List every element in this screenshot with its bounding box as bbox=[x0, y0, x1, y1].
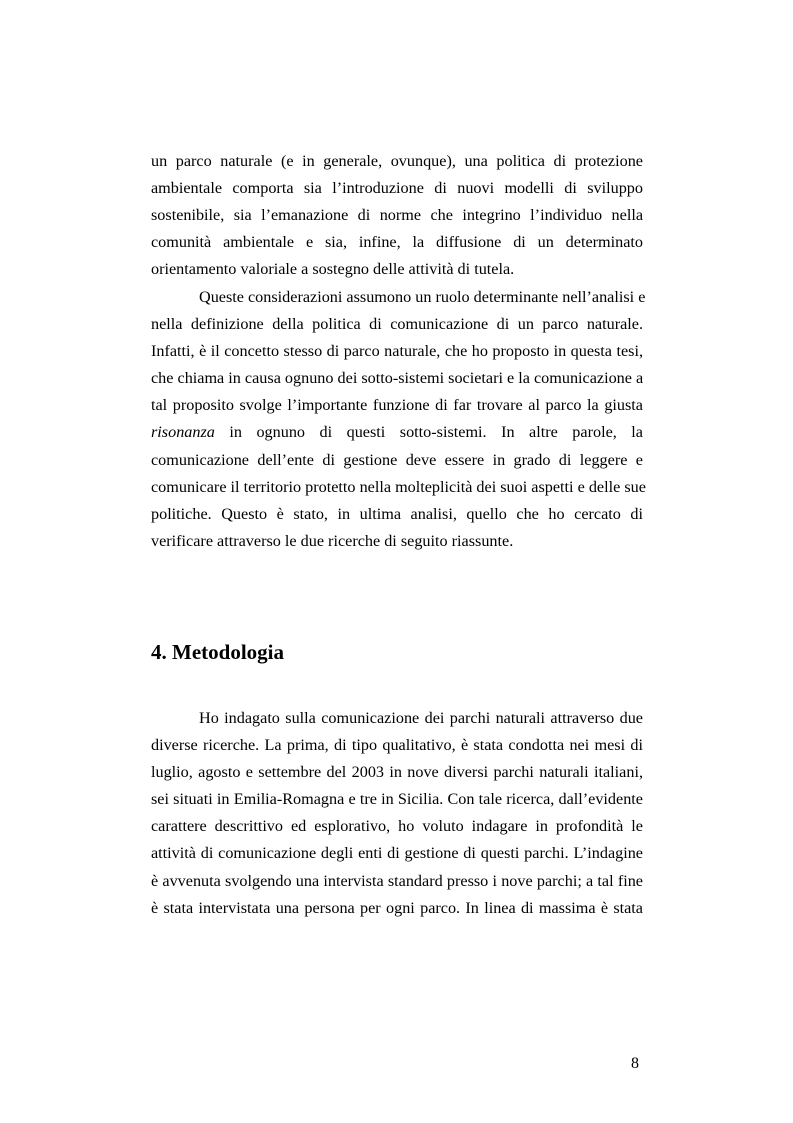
paragraph-3-line: luglio, agosto e settembre del 2003 in nove diversi parchi naturali italiani, bbox=[151, 763, 643, 782]
paragraph-3 bbox=[151, 705, 643, 922]
paragraph-3-line: diverse ricerche. La prima, di tipo qualitativo, è stata condotta nei mesi di bbox=[151, 736, 643, 755]
paragraph-3-line: è avvenuta svolgendo una intervista standard presso i nove parchi; a tal fine bbox=[151, 871, 643, 890]
paragraph-2-line: comunicazione dell’ente di gestione deve essere in grado di leggere e bbox=[151, 450, 643, 469]
paragraph-3-line: attività di comunicazione degli enti di gestione di questi parchi. L’indagine bbox=[151, 844, 643, 863]
paragraph-2-line bbox=[151, 419, 643, 446]
paragraph-2 bbox=[151, 284, 646, 555]
paragraph-2-line: tal proposito svolge l’importante funzione di far trovare al parco la giusta bbox=[151, 396, 643, 415]
paragraph-2-line: politiche. Questo è stato, in ultima analisi, quello che ho cercato di bbox=[151, 504, 643, 523]
paragraph-2-line: nella definizione della politica di comunicazione di un parco naturale. bbox=[151, 315, 643, 334]
section-heading: 4. Metodologia bbox=[151, 640, 284, 664]
paragraph-3-line: è stata intervistata una persona per ogni parco. In linea di massima è stata bbox=[151, 898, 643, 917]
paragraph-2-line-rest: in ognuno di questi sotto-sistemi. In altre parole, la bbox=[214, 423, 643, 442]
paragraph-3-line: Ho indagato sulla comunicazione dei parchi naturali attraverso due bbox=[199, 709, 643, 727]
paragraph-1-line: un parco naturale (e in generale, ovunque), una politica di protezione bbox=[151, 152, 643, 170]
paragraph-2-line: Infatti, è il concetto stesso di parco naturale, che ho proposto in questa tesi, bbox=[151, 342, 643, 361]
paragraph-3-line: sei situati in Emilia-Romagna e tre in Sicilia. Con tale ricerca, dall’evidente bbox=[151, 790, 643, 809]
page-number: 8 bbox=[631, 1055, 639, 1072]
paragraph-1 bbox=[151, 148, 643, 283]
paragraph-1-line: sostenibile, sia l’emanazione di norme che integrino l’individuo nella bbox=[151, 206, 643, 225]
paragraph-1-line: ambientale comporta sia l’introduzione di nuovi modelli di sviluppo bbox=[151, 179, 643, 198]
italic-term: risonanza bbox=[151, 423, 215, 442]
paragraph-1-line: orientamento valoriale a sostegno delle attività di tutela. bbox=[151, 260, 515, 279]
paragraph-1-line: comunità ambientale e sia, infine, la diffusione di un determinato bbox=[151, 233, 643, 252]
paragraph-2-line: che chiama in causa ognuno dei sotto-sistemi societari e la comunicazione a bbox=[151, 369, 644, 388]
paragraph-2-line: Queste considerazioni assumono un ruolo determinante nell’analisi e bbox=[199, 288, 646, 306]
paragraph-2-line: verificare attraverso le due ricerche di seguito riassunte. bbox=[151, 531, 514, 550]
paragraph-3-line: carattere descrittivo ed esplorativo, ho voluto indagare in profondità le bbox=[151, 817, 643, 836]
paragraph-2-line: comunicare il territorio protetto nella molteplicità dei suoi aspetti e delle sue bbox=[151, 477, 646, 496]
